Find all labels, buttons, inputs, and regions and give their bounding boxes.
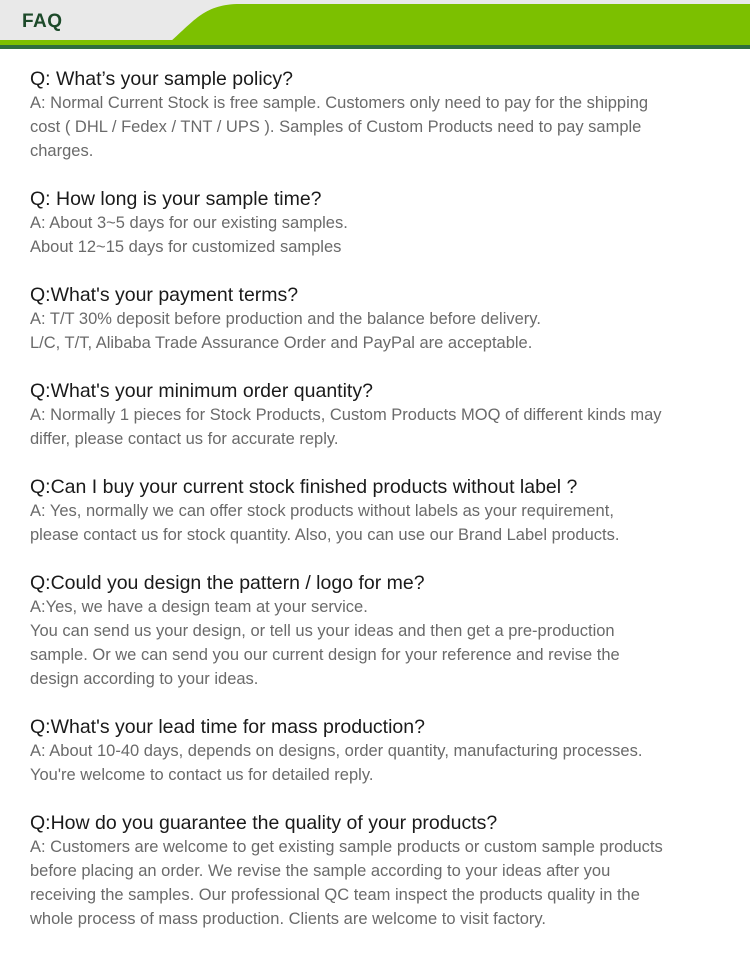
faq-item — [30, 715, 730, 787]
faq-answer-line: design according to your ideas. — [30, 670, 259, 688]
faq-answer — [30, 499, 730, 547]
faq-question: Q:What's your minimum order quantity? — [30, 380, 373, 402]
faq-answer — [30, 307, 730, 355]
page-title: FAQ — [22, 11, 63, 32]
faq-question: Q:What's your lead time for mass production? — [30, 716, 425, 738]
faq-item — [30, 475, 730, 547]
faq-list — [30, 67, 730, 955]
faq-answer-line: A: About 10-40 days, depends on designs, order quantity, manufacturing processes. — [30, 742, 643, 760]
header-banner-graphic — [0, 0, 750, 50]
faq-question: Q: What’s your sample policy? — [30, 68, 293, 90]
faq-answer-line: sample. Or we can send you our current design for your reference and revise the — [30, 646, 620, 664]
faq-answer-line: cost ( DHL / Fedex / TNT / UPS ). Samples of Custom Products need to pay sample — [30, 118, 642, 136]
faq-item — [30, 187, 730, 259]
faq-answer — [30, 595, 730, 691]
faq-answer — [30, 403, 730, 451]
header-green-base — [0, 40, 750, 45]
faq-item — [30, 811, 730, 931]
faq-answer-line: A: Customers are welcome to get existing sample products or custom sample products — [30, 838, 663, 856]
faq-answer — [30, 211, 730, 259]
faq-answer — [30, 91, 730, 163]
faq-question: Q: How long is your sample time? — [30, 188, 322, 210]
faq-item — [30, 283, 730, 355]
faq-answer-line: differ, please contact us for accurate reply. — [30, 430, 339, 448]
faq-question: Q:Can I buy your current stock finished products without label ? — [30, 476, 578, 498]
faq-answer-line: receiving the samples. Our professional QC team inspect the products quality in the — [30, 886, 640, 904]
faq-answer — [30, 835, 730, 931]
faq-header-banner — [0, 0, 750, 50]
faq-item — [30, 571, 730, 691]
faq-answer-line: L/C, T/T, Alibaba Trade Assurance Order and PayPal are acceptable. — [30, 334, 533, 352]
faq-question: Q:Could you design the pattern / logo for me? — [30, 572, 425, 594]
faq-answer-line: A: T/T 30% deposit before production and the balance before delivery. — [30, 310, 541, 328]
faq-answer-line: A: Normally 1 pieces for Stock Products, Custom Products MOQ of different kinds may — [30, 406, 662, 424]
faq-answer-line: A: Yes, normally we can offer stock products without labels as your requirement, — [30, 502, 614, 520]
faq-answer-line: A:Yes, we have a design team at your service. — [30, 598, 368, 616]
faq-answer-line: A: About 3~5 days for our existing samples. — [30, 214, 348, 232]
faq-item — [30, 67, 730, 163]
faq-item — [30, 379, 730, 451]
faq-answer-line: before placing an order. We revise the sample according to your ideas after you — [30, 862, 611, 880]
faq-question: Q:What's your payment terms? — [30, 284, 299, 306]
faq-answer-line: You can send us your design, or tell us your ideas and then get a pre-production — [30, 622, 615, 640]
faq-answer-line: charges. — [30, 142, 94, 160]
header-green-swoosh — [170, 4, 750, 42]
header-dark-stripe — [0, 45, 750, 49]
faq-answer — [30, 739, 730, 787]
faq-answer-line: You're welcome to contact us for detailed reply. — [30, 766, 374, 784]
faq-answer-line: please contact us for stock quantity. Also, you can use our Brand Label products. — [30, 526, 620, 544]
faq-answer-line: whole process of mass production. Clients are welcome to visit factory. — [30, 910, 546, 928]
faq-answer-line: A: Normal Current Stock is free sample. Customers only need to pay for the shipping — [30, 94, 649, 112]
faq-answer-line: About 12~15 days for customized samples — [30, 238, 342, 256]
faq-question: Q:How do you guarantee the quality of your products? — [30, 812, 498, 834]
